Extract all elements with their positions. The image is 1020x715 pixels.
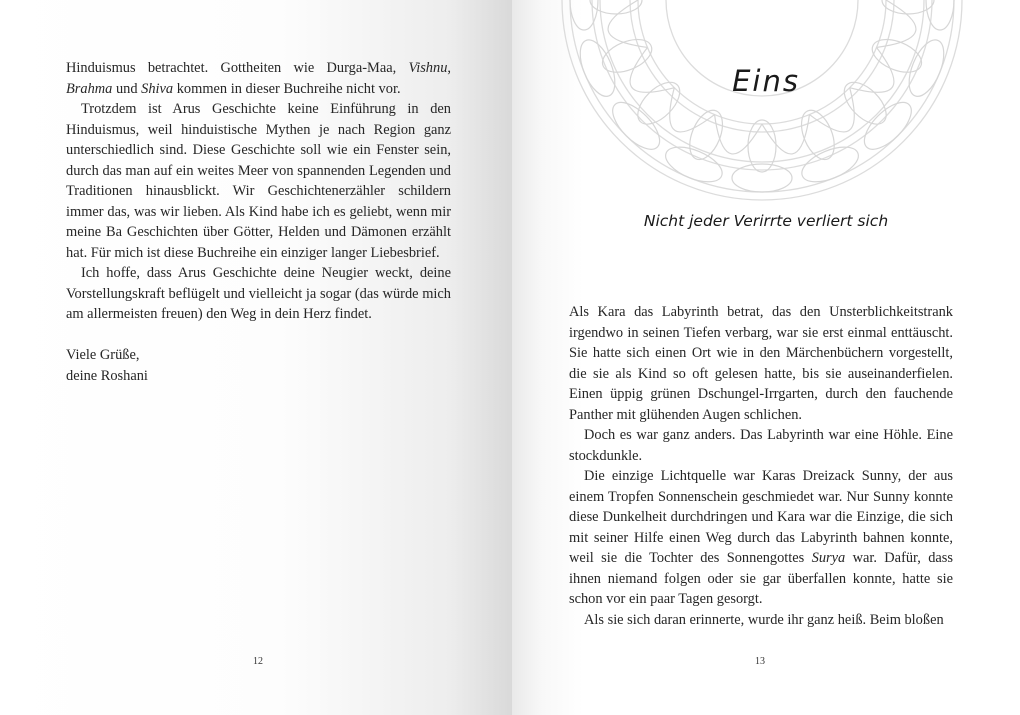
- paragraph: Hinduismus betrachtet. Gottheiten wie Durga-Maa, Vishnu, Brahma und Shiva kommen in dieser Buchreihe nicht vor.: [66, 60, 451, 97]
- paragraph: Doch es war ganz anders. Das Labyrinth war eine Höhle. Eine stockdunkle.: [569, 427, 953, 464]
- right-page-text: [569, 302, 953, 630]
- celtic-knot-mandala-icon: [552, 0, 972, 205]
- paragraph: Die einzige Lichtquelle war Karas Dreizack Sunny, der aus einem Tropfen Sonnenschein geschmiedet war. Nur Sunny konnte diese Dunkelheit durchdringen und Kara war die Einzige, die sich mit seiner Hilfe einen Weg durch das Labyrinth bahnen konnte, weil sie die Tochter des Sonnengottes Surya war. Dafür, dass ihnen niemand folgen oder sie gar überfallen konnte, hatte sie schon vor ein paar Tagen gesorgt.: [569, 468, 953, 607]
- right-page: [512, 0, 1020, 715]
- page-number-right: 13: [755, 656, 765, 667]
- paragraph: Als Kara das Labyrinth betrat, das den Unsterblichkeitstrank irgendwo in seinen Tiefen verbarg, war sie erst einmal enttäuscht. Sie hatte sich einen Ort wie in den Märchenbüchern vorgestellt, die sie als Kind so oft gelesen hatte, bis sie auseinanderfielen. Einen üppig grünen Dschungel-Irrgarten, durch den fauchende Panther mit glühenden Augen schlichen.: [569, 304, 953, 423]
- chapter-title: Eins: [732, 64, 800, 98]
- chapter-subtitle: Nicht jeder Verirrte verliert sich: [643, 212, 889, 230]
- right-paragraphs: [569, 302, 953, 630]
- closing-greeting: Viele Grüße,: [66, 347, 140, 363]
- left-page-text: [66, 58, 451, 386]
- left-paragraphs: [66, 58, 451, 325]
- paragraph: Als sie sich daran erinnerte, wurde ihr ganz heiß. Beim bloßen: [584, 611, 944, 628]
- closing-signature: deine Roshani: [66, 367, 148, 384]
- page-number-left: 12: [253, 656, 263, 667]
- paragraph: Trotzdem ist Arus Geschichte keine Einführung in den Hinduismus, weil hinduistische Mythen je nach Region ganz unterschiedlich sind. Diese Geschichte soll wie ein Fenster sein, durch das man auf ein weites Meer von spannenden Legenden und Traditionen hinausblickt. Wir Geschichtenerzähler schildern immer das, was wir lieben. Als Kind habe ich es geliebt, wenn mir meine Ba Geschichten über Götter, Helden und Dämonen erzählt hat. Für mich ist diese Buchreihe ein einziger langer Liebesbrief.: [66, 101, 451, 261]
- paragraph: Ich hoffe, dass Arus Geschichte deine Neugier weckt, deine Vorstellungskraft beflügelt und vielleicht ja sogar (das würde mich am allermeisten freuen) den Weg in dein Herz findet.: [66, 265, 451, 322]
